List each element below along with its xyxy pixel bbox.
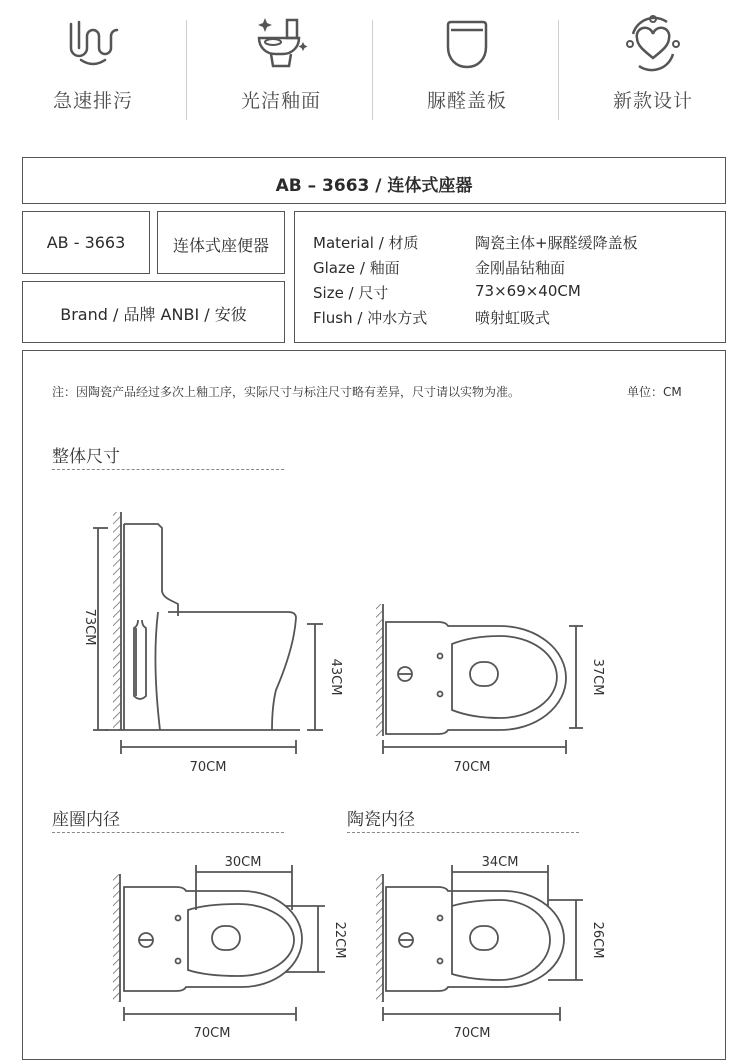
dim-label-70: 70CM <box>453 760 491 775</box>
dim-label-37: 37CM <box>590 658 605 696</box>
feature-label: 急速排污 <box>52 90 133 112</box>
dim-label-22: 22CM <box>332 921 347 959</box>
dim-label-30: 30CM <box>224 855 262 870</box>
product-type: 连体式座便器 <box>172 236 269 255</box>
spec-value: 金刚晶钻釉面 <box>475 259 566 277</box>
spec-label: Size / 尺寸 <box>313 284 389 302</box>
dim-label-26: 26CM <box>590 921 605 959</box>
brand-text: Brand / 品牌 ANBI / 安彼 <box>60 305 247 324</box>
section-title-seat-ring: 座圈内径 <box>52 810 120 830</box>
dim-label-70: 70CM <box>453 1026 491 1041</box>
unit-label: 单位：CM <box>627 385 682 399</box>
spec-label: Material / 材质 <box>313 234 419 252</box>
spec-value: 喷射虹吸式 <box>475 309 551 327</box>
dim-label-70: 70CM <box>193 1026 231 1041</box>
dim-label-70: 70CM <box>189 760 227 775</box>
dim-label-73: 73CM <box>82 608 97 646</box>
spec-label: Glaze / 釉面 <box>313 259 400 277</box>
feature-label: 脲醛盖板 <box>426 90 507 112</box>
section-title-ceramic: 陶瓷内径 <box>347 810 415 830</box>
section-title-overall: 整体尺寸 <box>52 447 120 467</box>
dim-label-34: 34CM <box>481 855 519 870</box>
ceramic-inner-drawing <box>376 865 583 1021</box>
spec-value: 陶瓷主体+脲醛缓降盖板 <box>475 234 638 252</box>
dim-label-43: 43CM <box>328 658 343 696</box>
top-view-drawing <box>376 604 583 754</box>
seat-ring-drawing <box>113 865 325 1021</box>
model-number: AB - 3663 <box>46 233 126 252</box>
spec-value: 73×69×40CM <box>475 282 581 300</box>
disclaimer-note: 注：因陶瓷产品经过多次上釉工序，实际尺寸与标注尺寸略有差异，尺寸请以实物为准。 <box>52 385 521 399</box>
side-view-drawing <box>93 512 323 754</box>
page-title: AB – 3663 / 连体式座器 <box>275 176 473 196</box>
feature-label: 光洁釉面 <box>240 90 321 112</box>
spec-label: Flush / 冲水方式 <box>313 309 428 327</box>
feature-label: 新款设计 <box>612 90 693 112</box>
